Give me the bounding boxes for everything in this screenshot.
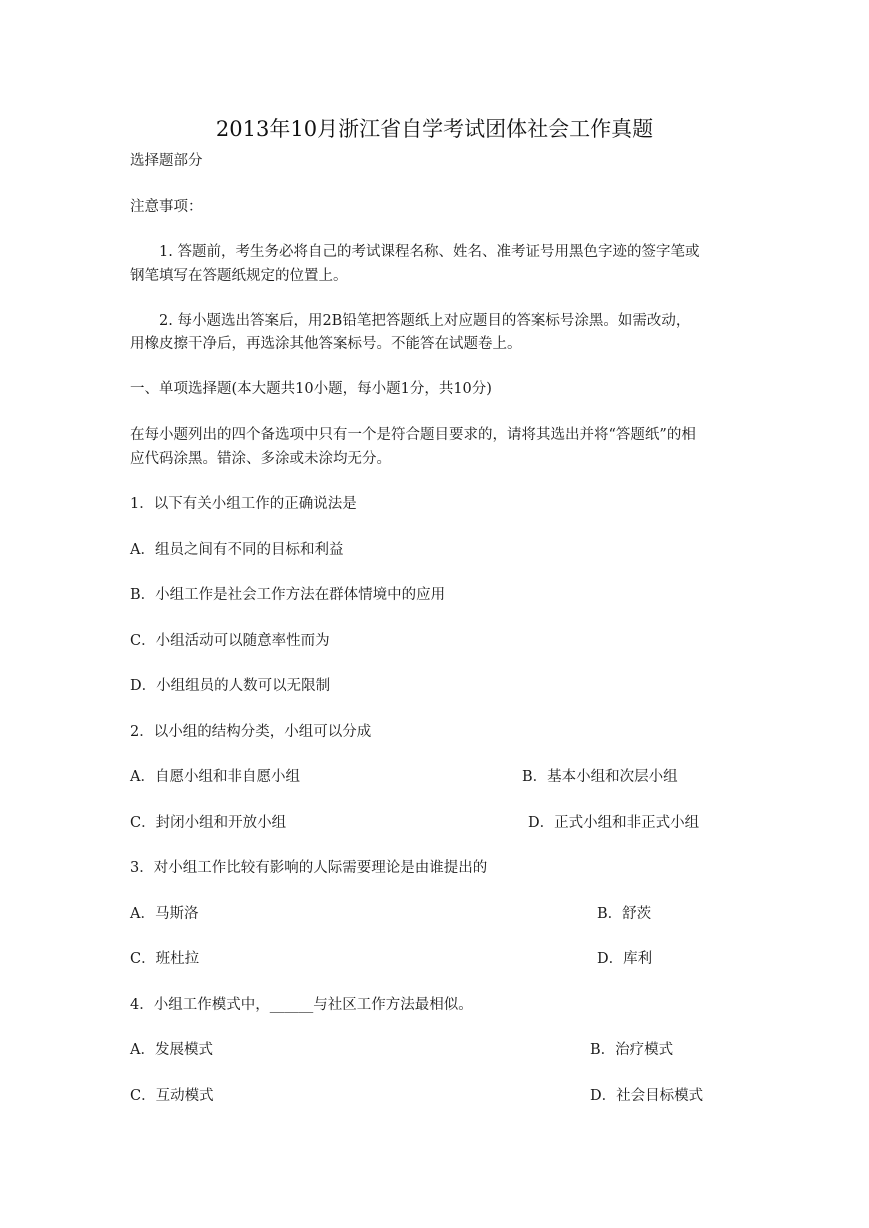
- question-3-option-b: B．舒茨: [597, 906, 652, 922]
- question-2-option-b: B．基本小组和次层小组: [522, 769, 678, 785]
- question-1-option-c: C．小组活动可以随意率性而为: [130, 633, 330, 649]
- question-3-option-c: C．班杜拉: [130, 951, 200, 967]
- question-4-option-d: D．社会目标模式: [590, 1088, 704, 1104]
- notice-item-2-line-1: 2. 每小题选出答案后，用2B铅笔把答题纸上对应题目的答案标号涂黑。如需改动，: [159, 313, 691, 329]
- notice-heading: 注意事项：: [130, 199, 203, 215]
- question-1-option-d: D．小组组员的人数可以无限制: [130, 678, 331, 694]
- question-3-option-d: D．库利: [597, 951, 653, 967]
- question-1-stem: 1．以下有关小组工作的正确说法是: [130, 496, 357, 512]
- question-4-stem: 4．小组工作模式中，______与社区工作方法最相似。: [130, 997, 473, 1013]
- question-2-option-d: D．正式小组和非正式小组: [528, 815, 700, 831]
- question-2-stem: 2．以小组的结构分类，小组可以分成: [130, 724, 372, 740]
- question-3-option-a: A．马斯洛: [130, 906, 199, 922]
- question-4-option-c: C．互动模式: [130, 1088, 214, 1104]
- notice-item-1-line-2: 钢笔填写在答题纸规定的位置上。: [130, 268, 348, 284]
- notice-item-1-line-1: 1. 答题前，考生务必将自己的考试课程名称、姓名、准考证号用黑色字迹的签字笔或: [159, 244, 700, 260]
- part-heading: 一、单项选择题(本大题共10小题，每小题1分，共10分): [130, 381, 492, 397]
- document-title: 2013年10月浙江省自学考试团体社会工作真题: [215, 117, 654, 141]
- question-1-option-b: B．小组工作是社会工作方法在群体情境中的应用: [130, 587, 446, 603]
- question-3-stem: 3．对小组工作比较有影响的人际需要理论是由谁提出的: [130, 860, 488, 876]
- instruction-line-1: 在每小题列出的四个备选项中只有一个是符合题目要求的，请将其选出并将“答题纸”的相: [130, 427, 696, 443]
- instruction-line-2: 应代码涂黑。错涂、多涂或未涂均无分。: [130, 451, 391, 467]
- question-4-option-a: A．发展模式: [130, 1042, 213, 1058]
- section-label: 选择题部分: [130, 153, 203, 169]
- notice-item-2-line-2: 用橡皮擦干净后，再选涂其他答案标号。不能答在试题卷上。: [130, 336, 522, 352]
- question-4-option-b: B．治疗模式: [590, 1042, 674, 1058]
- question-2-option-c: C．封闭小组和开放小组: [130, 815, 287, 831]
- question-2-option-a: A．自愿小组和非自愿小组: [130, 769, 300, 785]
- question-1-option-a: A．组员之间有不同的目标和利益: [130, 542, 344, 558]
